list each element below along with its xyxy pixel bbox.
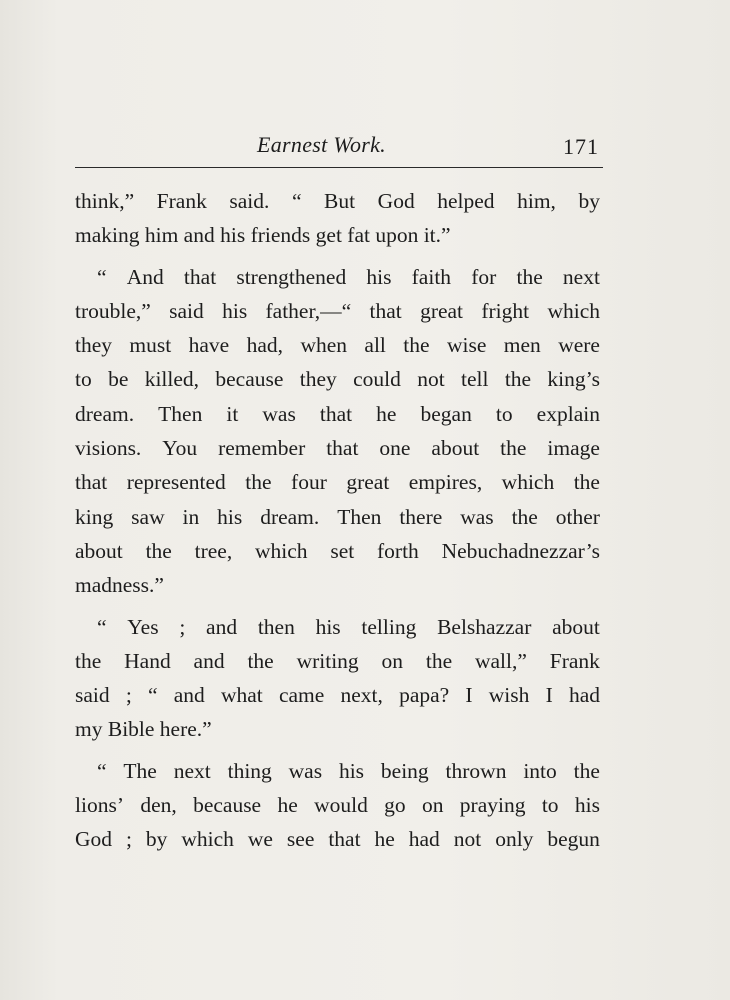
text-line: trouble,” said his father,—“ that great fright which [75, 298, 600, 323]
text-line: to be killed, because they could not tell the king’s [75, 367, 600, 392]
text-line: lions’ den, because he would go on praying to his [75, 793, 600, 818]
body-text [75, 184, 600, 857]
text-line: God ; by which we see that he had not only begun [75, 827, 600, 852]
text-line: “ And that strengthened his faith for the next [97, 264, 600, 289]
text-line: “ The next thing was his being thrown into the [97, 758, 600, 783]
text-line: dream. Then it was that he began to explain [75, 401, 600, 426]
paragraph [75, 260, 600, 603]
text-line: that represented the four great empires, which the [75, 470, 600, 495]
text-line: making him and his friends get fat upon it.” [75, 223, 451, 248]
paragraph [75, 754, 600, 857]
paragraph [75, 610, 600, 747]
text-line: the Hand and the writing on the wall,” Frank [75, 648, 600, 673]
text-line: visions. You remember that one about the image [75, 436, 600, 461]
text-line: madness.” [75, 573, 164, 598]
running-title: Earnest Work. [257, 132, 386, 157]
text-line: my Bible here.” [75, 717, 212, 742]
text-line: “ Yes ; and then his telling Belshazzar about [97, 614, 600, 639]
text-line: said ; “ and what came next, papa? I wish I had [75, 683, 600, 708]
page-number: 171 [563, 134, 599, 159]
text-line: think,” Frank said. “ But God helped him, by [75, 189, 600, 213]
paragraph [75, 184, 600, 253]
text-line: about the tree, which set forth Nebuchadnezzar’s [75, 538, 600, 563]
header-rule [75, 167, 603, 168]
text-line: king saw in his dream. Then there was the other [75, 504, 600, 529]
text-line: they must have had, when all the wise men were [75, 333, 600, 358]
page-header [75, 128, 603, 168]
